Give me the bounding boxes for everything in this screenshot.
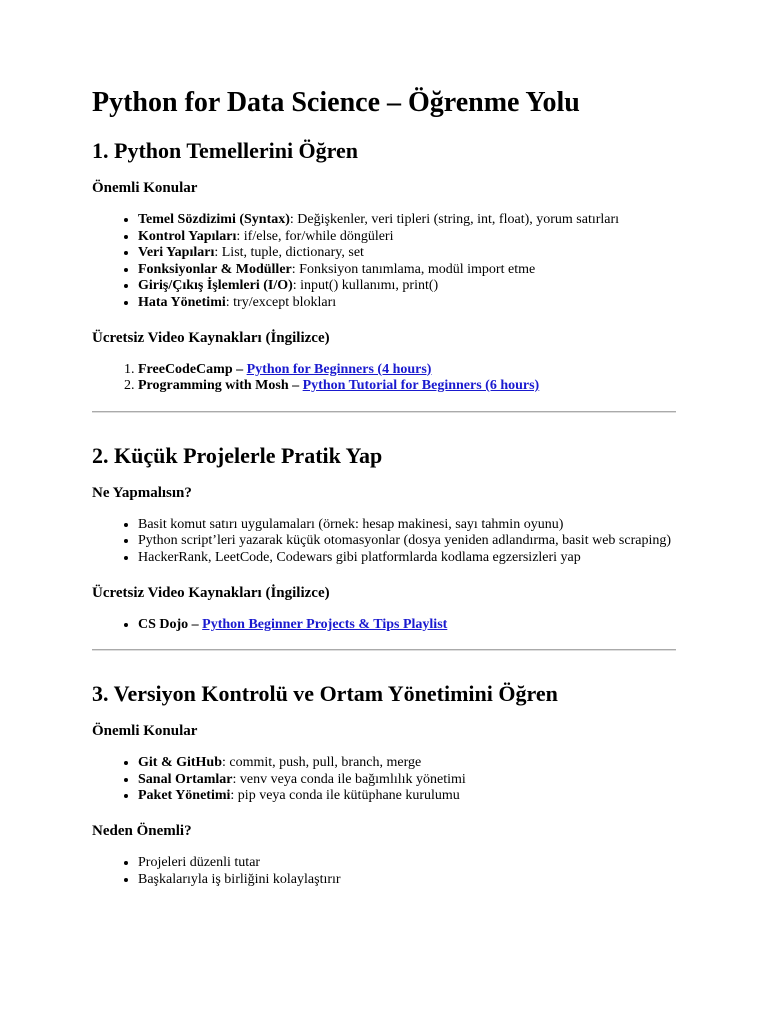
- topic-term: Veri Yapıları: [138, 245, 215, 261]
- list-item: [138, 378, 676, 395]
- section-2-heading: 2. Küçük Projelerle Pratik Yap: [92, 442, 383, 468]
- topic-desc: : Fonksiyon tanımlama, modül import etme: [291, 261, 536, 277]
- topic-term: Hata Yönetimi: [138, 294, 226, 310]
- topic-term: Kontrol Yapıları: [138, 228, 237, 244]
- topic-desc: : try/except blokları: [225, 294, 337, 310]
- topic-desc: : pip veya conda ile kütüphane kurulumu: [230, 788, 460, 804]
- topic-desc: : commit, push, pull, branch, merge: [222, 755, 422, 771]
- list-item: [138, 755, 676, 772]
- list-item: [138, 617, 676, 634]
- topic-term: Fonksiyonlar & Modüller: [138, 261, 292, 277]
- section-divider: [92, 411, 676, 413]
- section-2-videos-list: [92, 617, 676, 634]
- topic-term: Paket Yönetimi: [138, 788, 231, 804]
- video-link-python-tutorial-for-beginners[interactable]: Python Tutorial for Beginners (6 hours): [302, 378, 540, 394]
- document-title: Python for Data Science – Öğrenme Yolu: [92, 87, 580, 118]
- section-1-videos-heading: Ücretsiz Video Kaynakları (İngilizce): [92, 329, 330, 346]
- section-2-todo-heading: Ne Yapmalısın?: [92, 484, 192, 501]
- section-1-videos-list: [92, 362, 676, 395]
- list-item: • Basit komut satırı uygulamaları (örnek: hesap makinesi, sayı tahmin oyunu): [138, 517, 676, 534]
- topic-desc: : if/else, for/while döngüleri: [236, 228, 394, 244]
- section-3-why-list: [92, 855, 676, 888]
- section-3-heading: 3. Versiyon Kontrolü ve Ortam Yönetimini Öğren: [92, 681, 558, 707]
- video-source: CS Dojo –: [138, 616, 203, 632]
- section-3-topics-heading: Önemli Konular: [92, 723, 198, 740]
- video-link-python-for-beginners[interactable]: Python for Beginners (4 hours): [246, 361, 432, 377]
- section-2-videos-heading: Ücretsiz Video Kaynakları (İngilizce): [92, 584, 330, 601]
- topic-desc: : Değişkenler, veri tipleri (string, int, float), yorum satırları: [289, 212, 620, 227]
- section-1-heading: 1. Python Temellerini Öğren: [92, 138, 359, 163]
- section-1-topics-list: [92, 212, 676, 312]
- section-3-topics-list: [92, 755, 676, 805]
- list-item: [138, 245, 676, 262]
- topic-desc: : input() kullanımı, print(): [292, 278, 439, 294]
- list-item: [138, 262, 676, 279]
- section-3-why-heading: Neden Önemli?: [92, 822, 192, 839]
- video-source: FreeCodeCamp –: [138, 361, 247, 377]
- list-item: [138, 295, 676, 312]
- list-item: • Projeleri düzenli tutar: [138, 855, 676, 872]
- list-item: [138, 229, 676, 246]
- list-item: • Python script’leri yazarak küçük otomasyonlar (dosya yeniden adlandırma, basit web scraping): [138, 533, 676, 550]
- list-item: [138, 278, 676, 295]
- topic-term: Git & GitHub: [138, 755, 223, 771]
- topic-desc: : List, tuple, dictionary, set: [214, 245, 364, 261]
- list-item: • HackerRank, LeetCode, Codewars gibi platformlarda kodlama egzersizleri yap: [138, 550, 676, 567]
- list-item: [138, 212, 676, 229]
- section-divider: [92, 649, 676, 651]
- topic-desc: : venv veya conda ile bağımlılık yönetimi: [232, 771, 466, 787]
- list-item: [138, 788, 676, 805]
- section-1-topics-heading: Önemli Konular: [92, 180, 198, 196]
- video-link-cs-dojo-playlist[interactable]: Python Beginner Projects & Tips Playlist: [202, 616, 448, 632]
- topic-term: Giriş/Çıkış İşlemleri (I/O): [138, 278, 293, 294]
- section-2-todo-list: [92, 517, 676, 567]
- list-item: [138, 772, 676, 789]
- topic-term: Temel Sözdizimi (Syntax): [138, 212, 290, 227]
- video-source: Programming with Mosh –: [138, 378, 303, 394]
- list-item: [138, 362, 676, 379]
- topic-term: Sanal Ortamlar: [138, 771, 233, 787]
- list-item: • Başkalarıyla iş birliğini kolaylaştırır: [138, 872, 676, 889]
